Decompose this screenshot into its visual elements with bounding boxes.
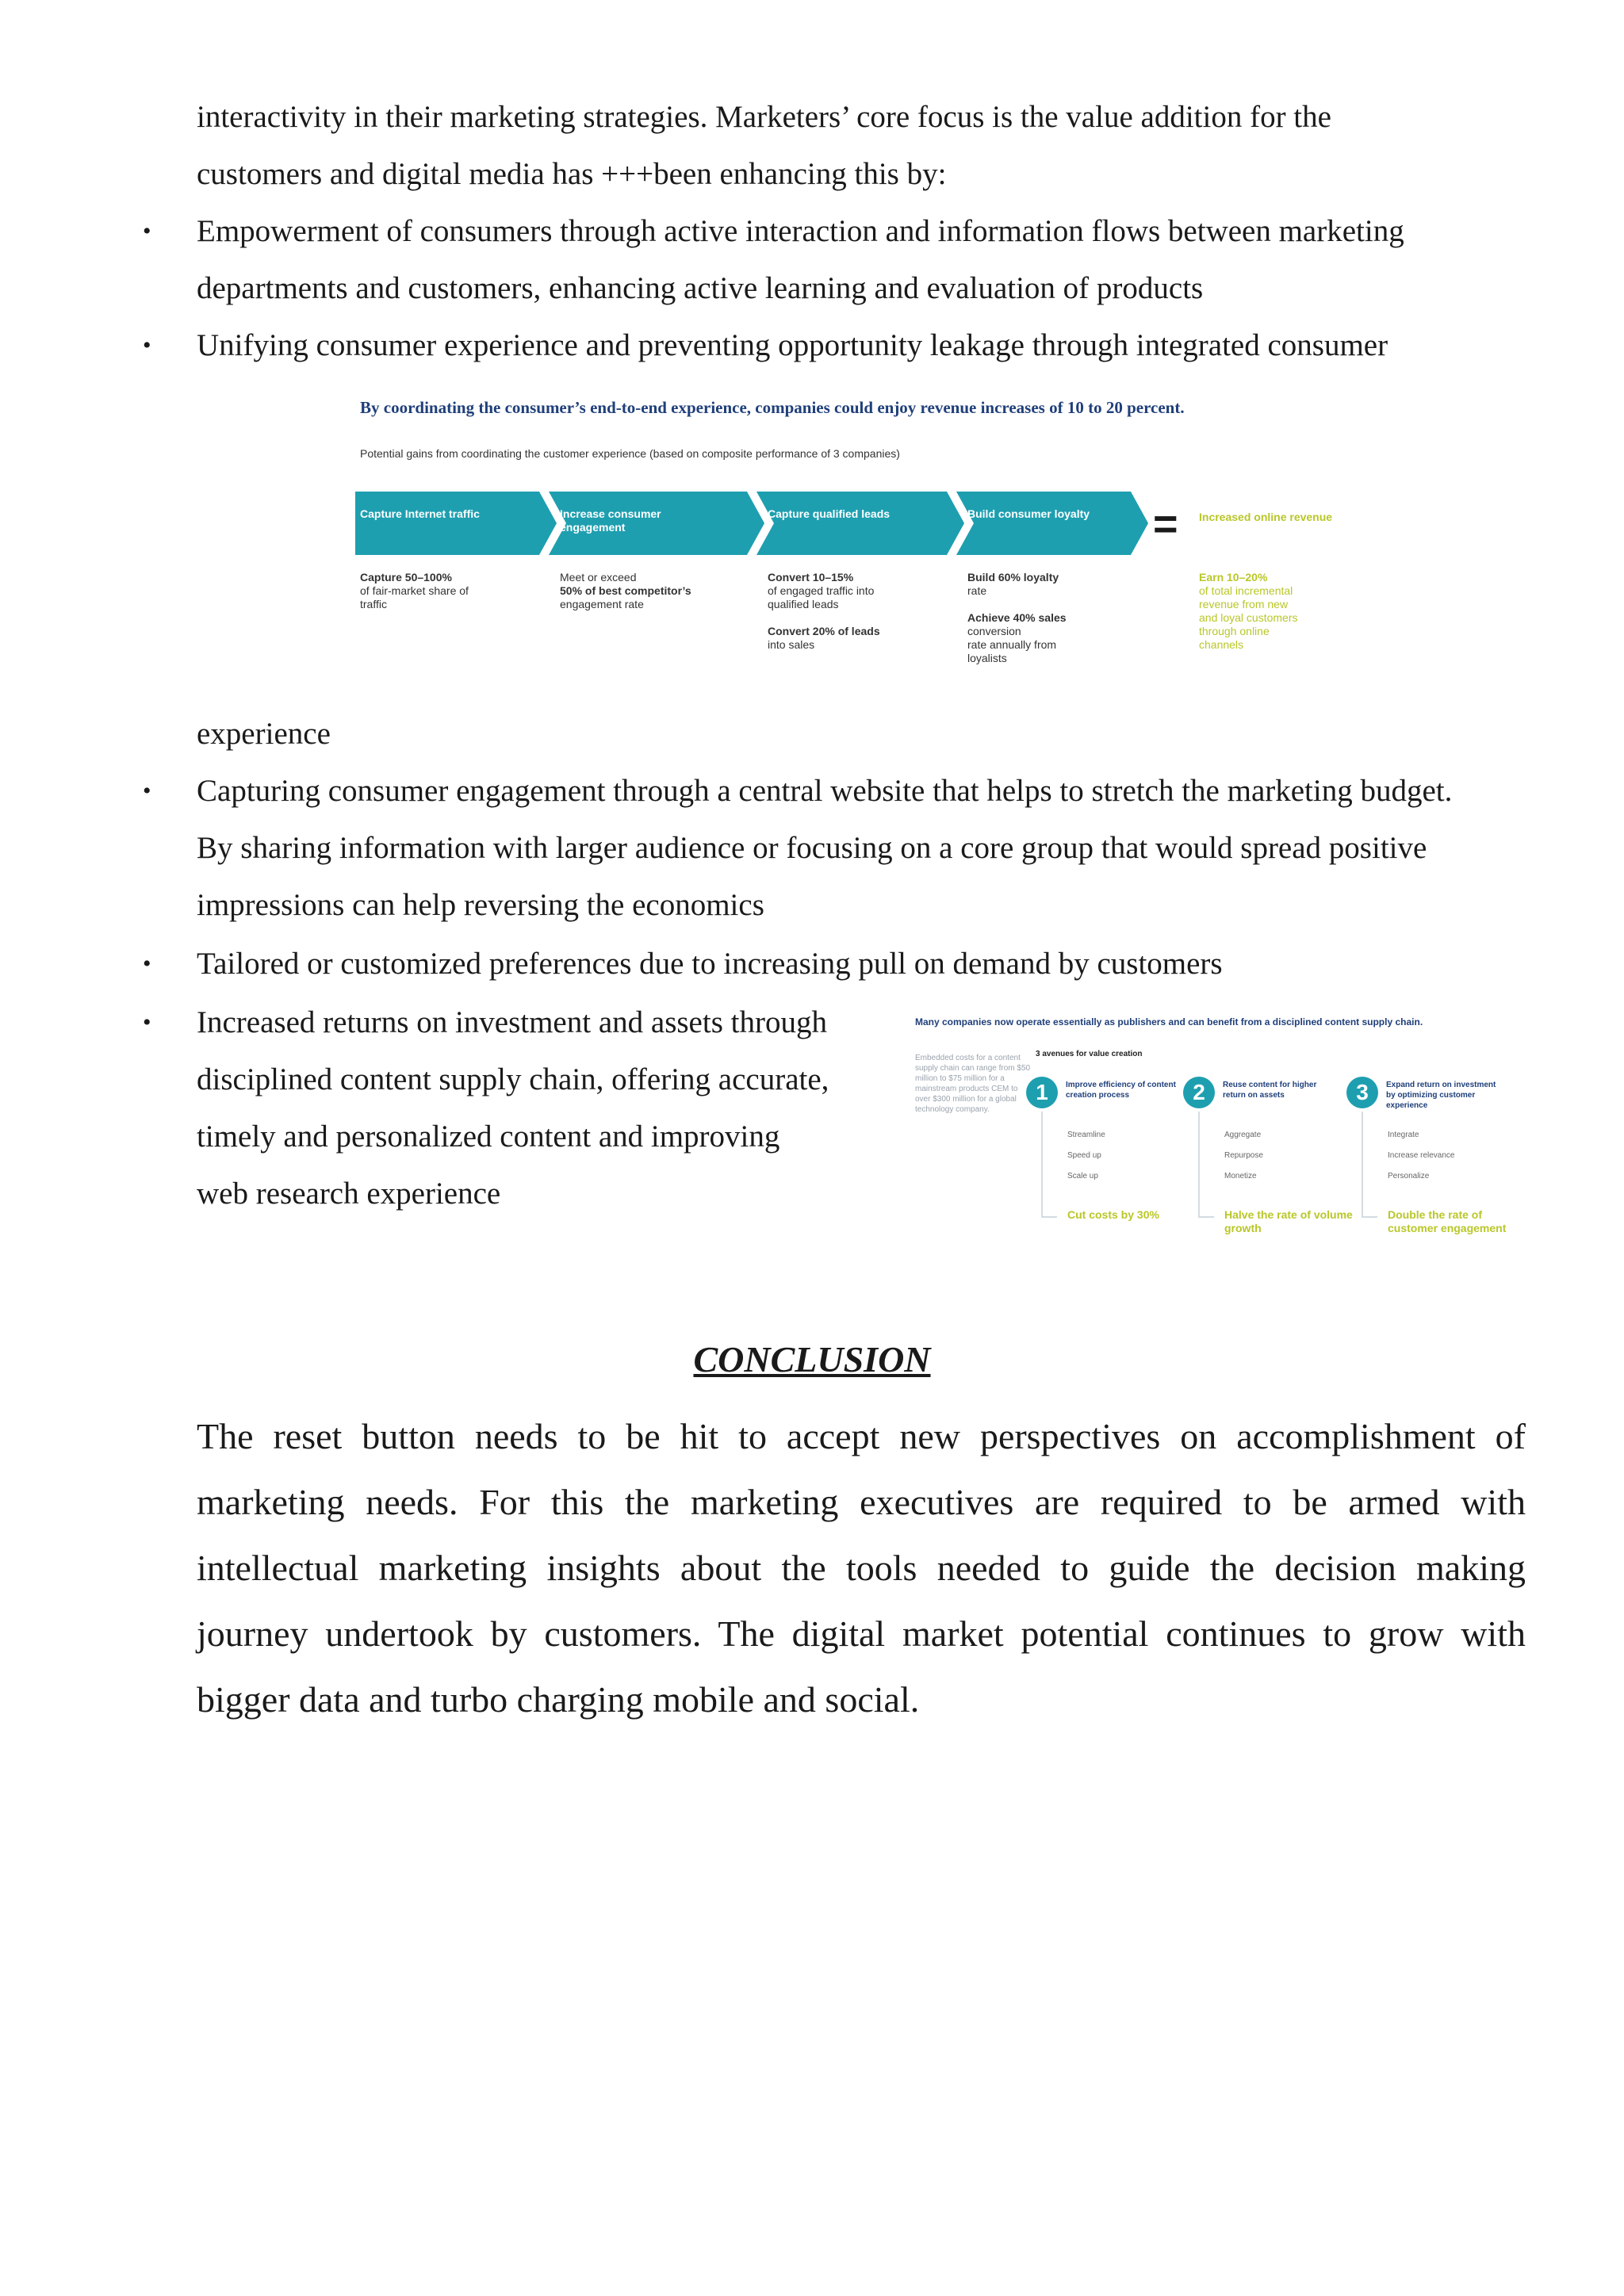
content-supply-figure — [910, 1005, 1529, 1272]
figure-subtitle: Potential gains from coordinating the customer experience (based on composite performance of 3 companies) — [360, 447, 900, 460]
conclusion-body: The reset button needs to be hit to accept new perspectives on accomplishment of marketing needs. For this the marketing executives are required to be armed with intellectual marketing insights about the tools needed to guide the decision making journey undertook by customers. The digital market potential continues to grow with bigger data and turbo charging mobile and social. — [197, 1416, 1526, 1720]
stage-arrow-3 — [756, 492, 964, 555]
bullet-2-line-2: experience — [197, 717, 331, 751]
bullet-3-line-1: Capturing consumer engagement through a central website that helps to stretch the marketing budget. — [197, 774, 1453, 808]
column-1-item: Scale up — [1067, 1172, 1098, 1181]
column-3-item: Integrate — [1388, 1131, 1419, 1139]
column-2-item: Aggregate — [1224, 1131, 1262, 1139]
bullet-3-line-3: impressions can help reversing the economics — [197, 888, 764, 922]
stage-desc-2: Meet or exceed 50% of best competitor’s engagement rate — [560, 571, 691, 610]
stage-arrows — [355, 492, 1148, 555]
stage-label-3: Capture qualified leads — [768, 507, 891, 520]
bullet-5-line-2: disciplined content supply chain, offering accurate, — [197, 1062, 829, 1096]
column-3-item: Increase relevance — [1388, 1151, 1455, 1160]
column-1-outcome: Cut costs by 30% — [1067, 1208, 1159, 1221]
column-label-2: Reuse content for higher return on assets — [1223, 1081, 1317, 1100]
stage-desc-3: Convert 10–15% of engaged traffic into qualified leads Convert 20% of leads into sales — [768, 571, 880, 651]
column-3-outcome: Double the rate of customer engagement — [1388, 1208, 1507, 1234]
figure-side-note: Embedded costs for a content supply chain can range from $50 million to $75 million for a mainstream products CEM to over $300 million for a global technology company. — [915, 1054, 1031, 1114]
step-number-3: 3 — [1346, 1077, 1378, 1108]
column-label-1: Improve efficiency of content creation process — [1066, 1081, 1176, 1100]
bullet-3-line-2: By sharing information with larger audience or focusing on a core group that would spread positive — [197, 831, 1427, 865]
intro-line-1: interactivity in their marketing strategies. Marketers’ core focus is the value addition for the — [197, 100, 1331, 134]
figure-title: Many companies now operate essentially as publishers and can benefit from a disciplined content supply chain. — [915, 1016, 1423, 1027]
conclusion-heading: CONCLUSION — [693, 1339, 931, 1380]
stage-arrow-4 — [956, 492, 1148, 555]
result-label: Increased online revenue — [1199, 511, 1333, 523]
column-1-item: Speed up — [1067, 1151, 1101, 1160]
bullet-5-line-1: Increased returns on investment and assets through — [197, 1005, 827, 1039]
column-2-item: Monetize — [1224, 1172, 1257, 1181]
revenue-figure — [355, 390, 1339, 675]
bullet-1-line-2: departments and customers, enhancing active learning and evaluation of products — [197, 271, 1204, 305]
bullet-marker: • — [143, 951, 151, 977]
avenues-label: 3 avenues for value creation — [1036, 1050, 1143, 1058]
stage-label-1: Capture Internet traffic — [360, 507, 480, 520]
intro-line-2: customers and digital media has +++been enhancing this by: — [197, 157, 947, 191]
column-2-outcome: Halve the rate of volume growth — [1224, 1208, 1353, 1234]
stage-label-4: Build consumer loyalty — [967, 507, 1090, 520]
bullet-marker: • — [143, 332, 151, 358]
column-3-item: Personalize — [1388, 1172, 1430, 1181]
stage-label-2: Increase consumer engagement — [560, 507, 661, 534]
stage-arrow-1 — [355, 492, 557, 555]
bullet-1-line-1: Empowerment of consumers through active interaction and information flows between marketing — [197, 214, 1404, 248]
bullet-marker: • — [143, 1009, 151, 1035]
bullet-5-line-3: timely and personalized content and improving — [197, 1119, 780, 1154]
column-1-item: Streamline — [1067, 1131, 1105, 1139]
step-number-2: 2 — [1183, 1077, 1215, 1108]
column-label-3: Expand return on investment by optimizing customer experience — [1386, 1081, 1496, 1110]
stage-desc-4: Build 60% loyalty rate Achieve 40% sales conversion rate annually from loyalists — [967, 571, 1067, 664]
bullet-2-line-1: Unifying consumer experience and preventing opportunity leakage through integrated consumer — [197, 328, 1388, 362]
bullet-marker: • — [143, 778, 151, 804]
stage-desc-1: Capture 50–100% of fair-market share of traffic — [360, 571, 469, 610]
bullet-marker: • — [143, 218, 151, 244]
bullet-4-line-1: Tailored or customized preferences due to increasing pull on demand by customers — [197, 947, 1223, 981]
column-2-item: Repurpose — [1224, 1151, 1263, 1160]
result-desc: Earn 10–20% of total incremental revenue from new and loyal customers through online channels — [1199, 571, 1298, 651]
bullet-5-line-4: web research experience — [197, 1177, 501, 1211]
equals-sign: = — [1153, 500, 1178, 548]
figure-title: By coordinating the consumer’s end-to-end experience, companies could enjoy revenue increases of 10 to 20 percent. — [360, 398, 1185, 417]
step-number-1: 1 — [1026, 1077, 1058, 1108]
